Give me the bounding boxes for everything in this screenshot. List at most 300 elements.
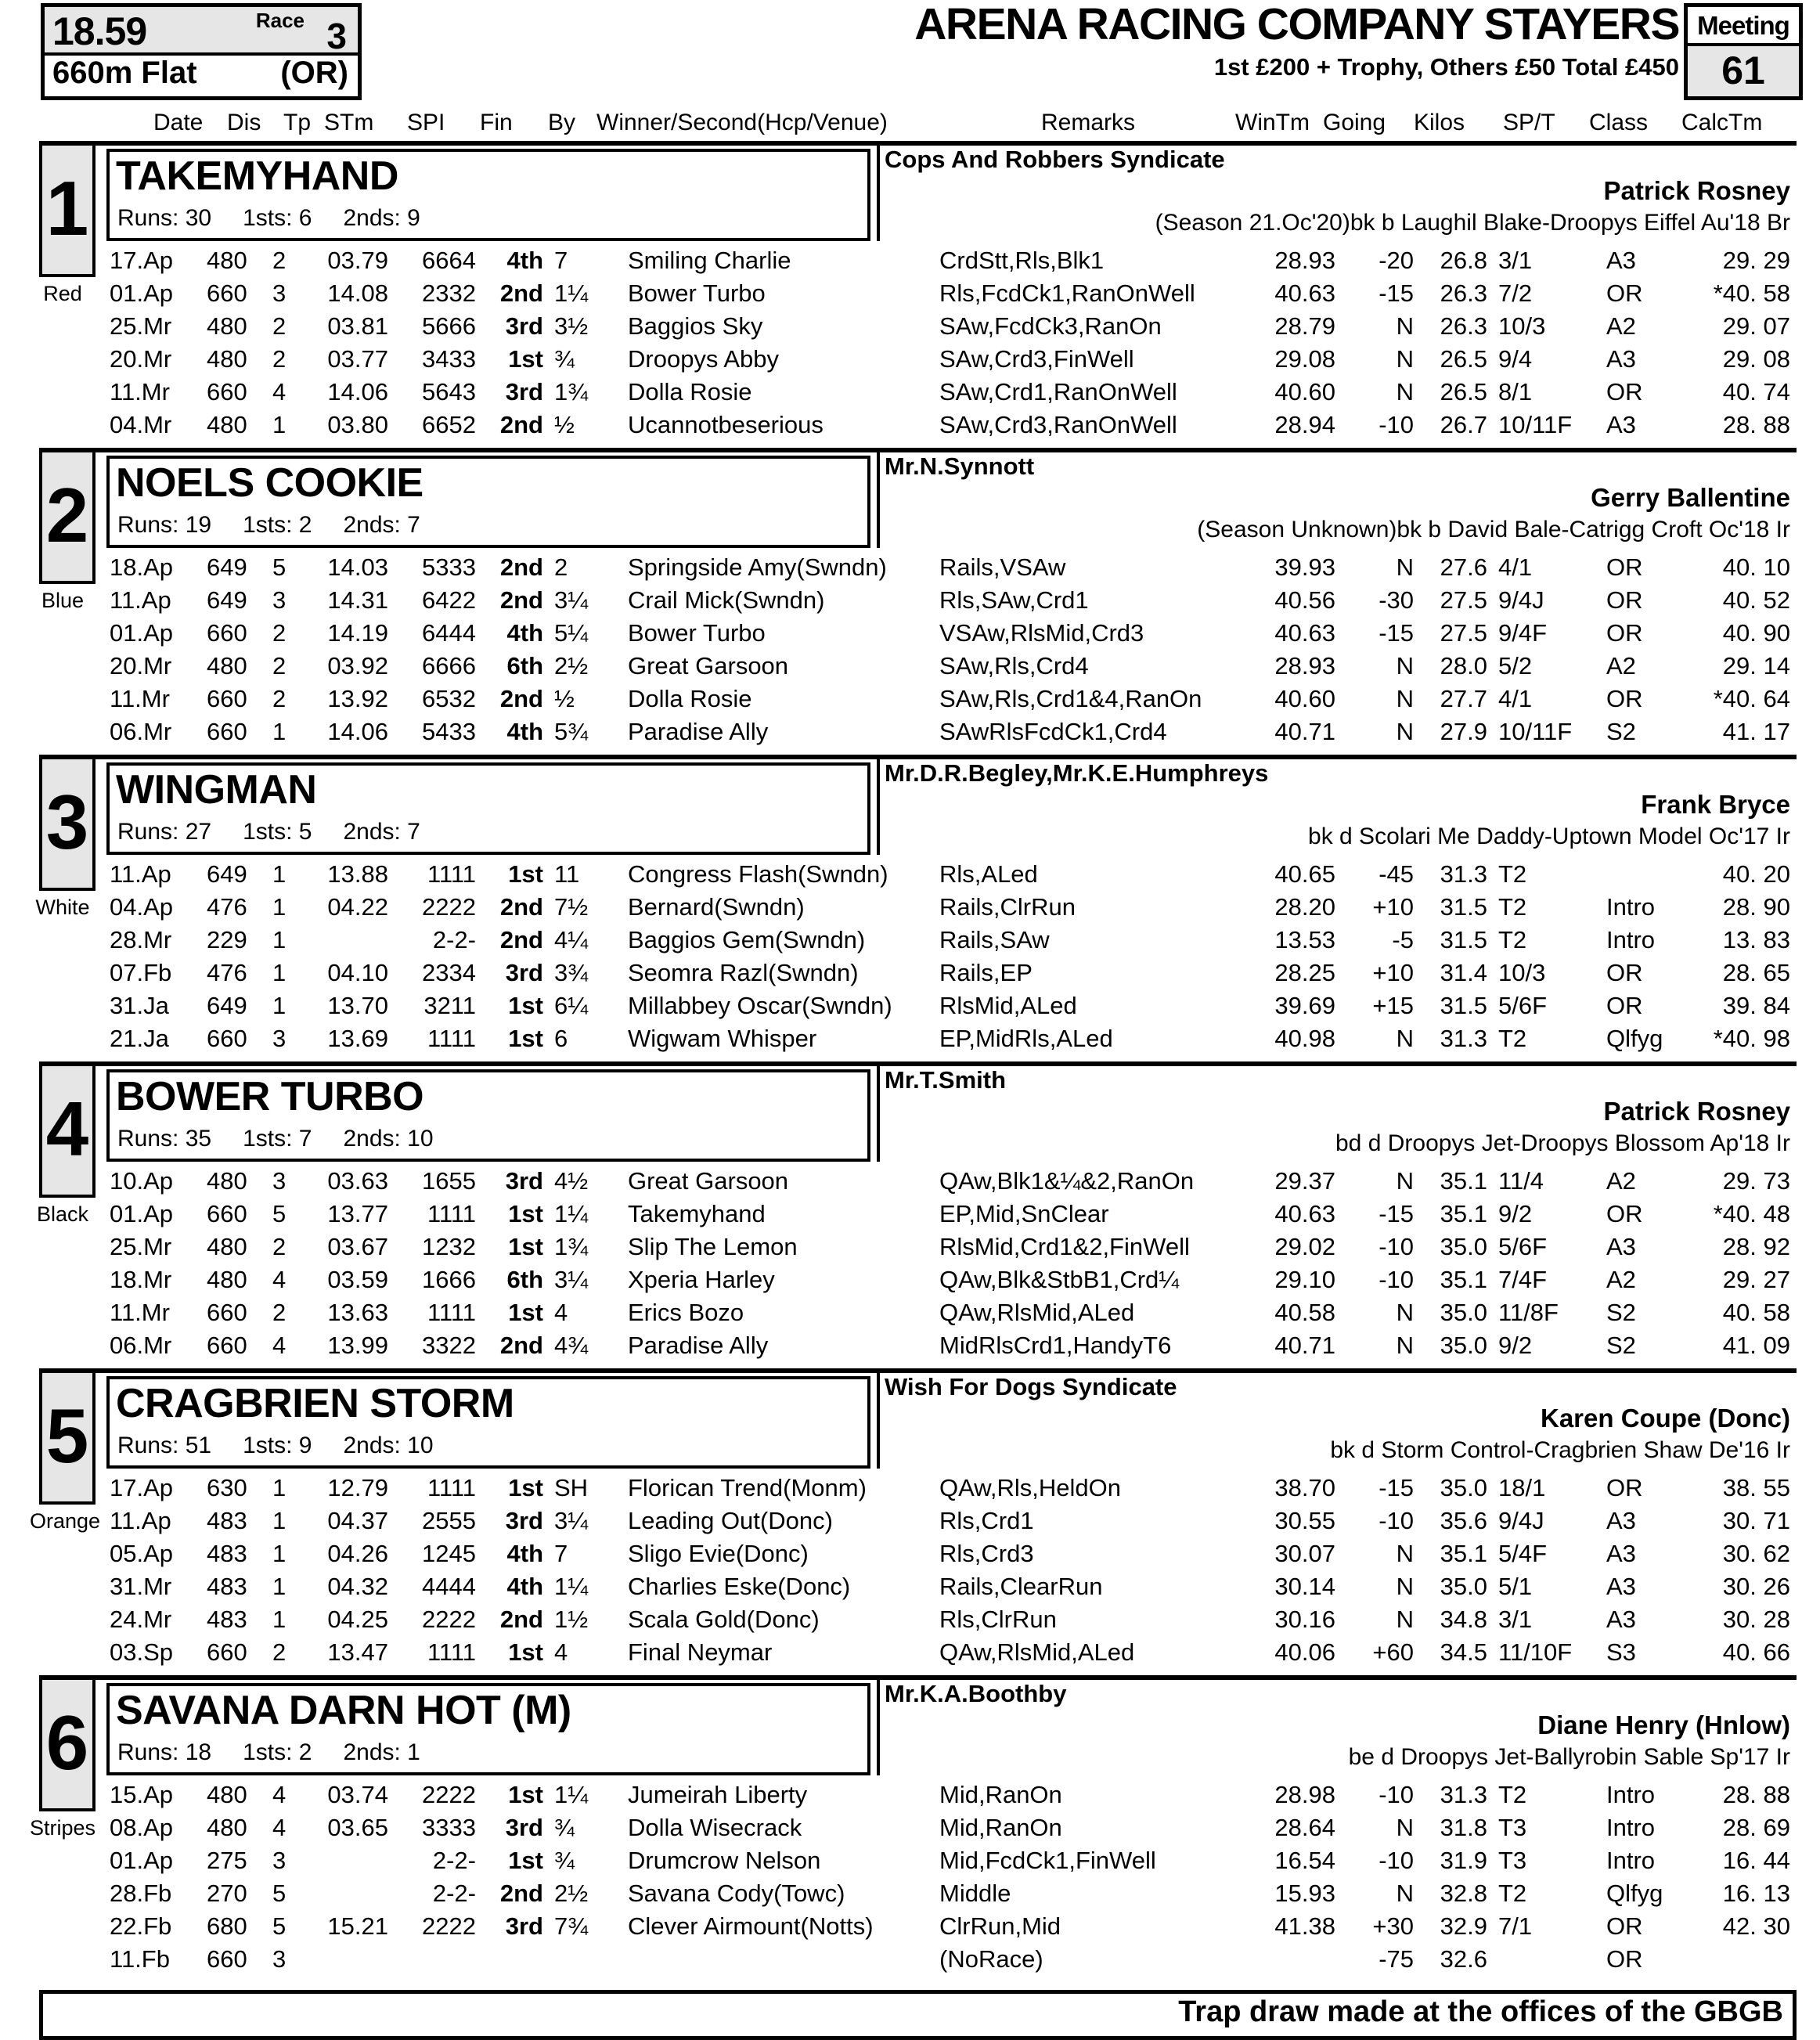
trap-colour: Stripes <box>30 1816 96 1840</box>
trap-number: 5 <box>39 1373 96 1505</box>
run-class: A2 <box>1606 1266 1636 1293</box>
run-class: Intro <box>1606 1781 1656 1808</box>
table-row[interactable] <box>106 924 1797 957</box>
run-finish: 3rd <box>505 1814 543 1841</box>
run-trap: 2 <box>272 1233 287 1260</box>
run-kilos: 26.5 <box>1440 345 1487 373</box>
run-spi: 5333 <box>422 553 476 581</box>
run-beaten-by: 4 <box>554 1638 568 1666</box>
run-trap: 2 <box>272 1638 287 1666</box>
run-wintime: 28.93 <box>1274 652 1335 679</box>
runs-table <box>106 551 1797 748</box>
trainer-name: Gerry Ballentine <box>1591 483 1790 512</box>
run-date: 20.Mr <box>110 652 172 679</box>
table-row[interactable] <box>106 891 1797 924</box>
run-finish: 2nd <box>499 411 543 438</box>
run-sectional: 04.25 <box>327 1606 388 1633</box>
run-trap: 2 <box>272 247 287 274</box>
run-remarks: SAw,FcdCk3,RanOn <box>939 312 1162 340</box>
run-sectional: 13.70 <box>327 992 388 1019</box>
run-remarks: QAw,RlsMid,ALed <box>939 1299 1135 1326</box>
run-winner-second: Florican Trend(Monm) <box>628 1474 867 1501</box>
run-beaten-by: SH <box>554 1474 589 1501</box>
run-finish: 2nd <box>499 553 543 581</box>
run-date: 05.Ap <box>110 1540 174 1567</box>
run-calctime: 41. 09 <box>1722 1332 1790 1359</box>
run-wintime: 30.07 <box>1274 1540 1335 1567</box>
table-row[interactable] <box>106 409 1797 442</box>
table-row[interactable] <box>106 1877 1797 1910</box>
run-date: 25.Mr <box>110 1233 172 1260</box>
run-winner-second: Ucannotbeserious <box>628 411 824 438</box>
race-info-top <box>45 7 358 56</box>
run-sectional: 04.26 <box>327 1540 388 1567</box>
trap-column <box>30 1373 101 1675</box>
race-distance: 660m Flat <box>52 56 197 90</box>
run-date: 20.Mr <box>110 345 172 373</box>
run-winner-second: Takemyhand <box>628 1200 766 1227</box>
table-row[interactable] <box>106 1844 1797 1877</box>
run-winner-second <box>618 1943 935 1976</box>
run-finish: 2nd <box>499 926 543 953</box>
run-distance: 480 <box>207 312 247 340</box>
trap-number: 1 <box>39 146 96 277</box>
run-kilos: 31.3 <box>1440 860 1487 888</box>
run-finish: 3rd <box>505 1167 543 1195</box>
run-date: 01.Ap <box>110 279 174 307</box>
run-beaten-by: 1¼ <box>554 1573 589 1600</box>
trap-column <box>30 1680 96 1982</box>
trap-colour: Black <box>36 1202 89 1226</box>
run-spi: 5433 <box>422 718 476 745</box>
run-sectional: 03.80 <box>327 411 388 438</box>
run-finish: 2nd <box>499 279 543 307</box>
trap-column <box>39 146 96 448</box>
run-going: -10 <box>1379 1266 1414 1293</box>
table-row[interactable] <box>106 1811 1797 1844</box>
run-trap: 1 <box>272 959 287 986</box>
run-going: N <box>1396 312 1414 340</box>
run-spi: 2-2- <box>432 1847 476 1874</box>
run-spi: 2334 <box>422 959 476 986</box>
run-sp: 9/4J <box>1498 1507 1544 1534</box>
run-finish: 1st <box>508 1233 543 1260</box>
run-sp: 7/2 <box>1498 279 1533 307</box>
meeting-box <box>1684 3 1803 100</box>
run-class: Intro <box>1606 1847 1656 1874</box>
run-spi: 2222 <box>422 1912 476 1940</box>
run-sp: 10/11F <box>1498 718 1573 745</box>
run-winner-second: Seomra Razl(Swndn) <box>628 959 859 986</box>
run-spi: 5643 <box>422 378 476 405</box>
run-remarks: SAw,Rls,Crd4 <box>939 652 1089 679</box>
run-finish: 2nd <box>499 893 543 921</box>
run-beaten-by: 7½ <box>554 893 589 921</box>
run-date: 18.Ap <box>110 553 174 581</box>
run-date: 15.Ap <box>110 1781 174 1808</box>
run-spi: 6422 <box>422 586 476 614</box>
run-calctime: 40. 58 <box>1722 1299 1790 1326</box>
run-winner-second: Crail Mick(Swndn) <box>628 586 825 614</box>
run-wintime: 28.64 <box>1274 1814 1335 1841</box>
table-row[interactable] <box>106 277 1797 310</box>
run-going: -15 <box>1379 619 1414 647</box>
run-going: N <box>1396 1814 1414 1841</box>
run-going: +60 <box>1372 1638 1414 1666</box>
table-row[interactable] <box>106 1570 1797 1603</box>
runner-name-box[interactable] <box>106 149 870 241</box>
runner-stats <box>110 1735 867 1771</box>
run-wintime: 15.93 <box>1274 1880 1335 1907</box>
table-row[interactable] <box>106 1263 1797 1296</box>
runs-table <box>106 858 1797 1055</box>
run-going: N <box>1396 1606 1414 1633</box>
run-distance: 483 <box>207 1573 247 1600</box>
owner-name: Mr.N.Synnott <box>885 452 1035 480</box>
column-header-stm: STm <box>324 110 374 135</box>
table-row[interactable] <box>106 650 1797 683</box>
firsts-count: 1sts: 2 <box>243 512 312 538</box>
run-distance: 660 <box>207 1332 247 1359</box>
run-sp: T3 <box>1498 1814 1527 1841</box>
run-going: -15 <box>1379 1474 1414 1501</box>
runner-body <box>30 1680 1797 1982</box>
table-row[interactable] <box>106 1537 1797 1570</box>
runner-name: SAVANA DARN HOT (M) <box>116 1688 571 1733</box>
table-row[interactable] <box>106 310 1797 343</box>
run-beaten-by: 4½ <box>554 1167 589 1195</box>
run-distance: 480 <box>207 247 247 274</box>
run-distance: 480 <box>207 1814 247 1841</box>
run-class: OR <box>1606 279 1643 307</box>
run-remarks: Mid,RanOn <box>939 1814 1062 1841</box>
trainer-name: Patrick Rosney <box>1603 176 1790 205</box>
table-row[interactable] <box>106 1296 1797 1329</box>
runs-table <box>106 1472 1797 1669</box>
run-winner-second: Leading Out(Donc) <box>628 1507 833 1534</box>
run-remarks: Rls,Crd1 <box>939 1507 1034 1534</box>
run-kilos: 35.1 <box>1440 1200 1487 1227</box>
run-sp: 11/10F <box>1498 1638 1573 1666</box>
race-label: Race <box>255 9 305 32</box>
run-kilos: 34.8 <box>1440 1606 1487 1633</box>
run-class: OR <box>1606 378 1643 405</box>
run-wintime: 28.94 <box>1274 411 1335 438</box>
run-sectional <box>304 1844 388 1877</box>
run-calctime: 29. 27 <box>1722 1266 1790 1293</box>
table-row[interactable] <box>106 715 1797 748</box>
table-row[interactable] <box>106 617 1797 650</box>
runner-name-box[interactable] <box>106 762 870 855</box>
run-calctime <box>1685 1943 1797 1976</box>
run-finish: 1st <box>508 1200 543 1227</box>
trap-column <box>39 452 96 755</box>
run-class: A3 <box>1606 247 1636 274</box>
run-finish: 1st <box>508 1847 543 1874</box>
run-going: N <box>1396 718 1414 745</box>
owner-name: Wish For Dogs Syndicate <box>885 1373 1177 1400</box>
run-date: 17.Ap <box>110 247 174 274</box>
owner-name: Mr.K.A.Boothby <box>885 1680 1067 1707</box>
prize-money: 1st £200 + Trophy, Others £50 Total £450 <box>1213 53 1679 81</box>
breeding-info: be d Droopys Jet-Ballyrobin Sable Sp'17 Ir <box>1348 1744 1790 1770</box>
run-winner-second: Great Garsoon <box>628 1167 789 1195</box>
owner-trainer-block <box>877 1680 1797 1775</box>
runner-name-box[interactable] <box>106 1376 870 1469</box>
runner-block <box>39 448 1797 755</box>
run-remarks: ClrRun,Mid <box>939 1912 1061 1940</box>
runner-name: CRAGBRIEN STORM <box>116 1381 514 1426</box>
runner-stats <box>110 1428 867 1464</box>
owner-trainer-block <box>877 1066 1797 1162</box>
run-class: OR <box>1606 1912 1643 1940</box>
table-row[interactable] <box>106 1636 1797 1669</box>
run-sectional: 14.06 <box>327 718 388 745</box>
seconds-count: 2nds: 1 <box>343 1739 420 1765</box>
run-kilos: 32.8 <box>1440 1880 1487 1907</box>
run-class: OR <box>1606 553 1643 581</box>
run-beaten-by: 4¾ <box>554 1332 589 1359</box>
run-wintime: 28.79 <box>1274 312 1335 340</box>
run-beaten-by: 3¼ <box>554 1507 589 1534</box>
run-remarks: MidRlsCrd1,HandyT6 <box>939 1332 1172 1359</box>
seconds-count: 2nds: 10 <box>343 1433 434 1458</box>
run-kilos: 27.7 <box>1440 685 1487 712</box>
run-calctime: 30. 28 <box>1722 1606 1790 1633</box>
run-calctime: 30. 62 <box>1722 1540 1790 1567</box>
run-going: N <box>1396 345 1414 373</box>
run-remarks: QAw,Rls,HeldOn <box>939 1474 1122 1501</box>
run-sp: 9/4J <box>1498 586 1544 614</box>
run-remarks: Rails,ClearRun <box>939 1573 1103 1600</box>
run-finish: 3rd <box>505 1507 543 1534</box>
run-distance: 649 <box>207 586 247 614</box>
run-distance: 275 <box>207 1847 247 1874</box>
run-sectional <box>304 1943 388 1976</box>
run-winner-second: Dolla Rosie <box>628 378 752 405</box>
run-beaten-by: ¾ <box>554 1814 575 1841</box>
run-kilos: 35.0 <box>1440 1474 1487 1501</box>
race-info-box <box>41 3 362 100</box>
runner-block <box>39 141 1797 448</box>
runner-name-box[interactable] <box>106 1069 870 1162</box>
run-date: 17.Ap <box>110 1474 174 1501</box>
run-distance: 660 <box>207 619 247 647</box>
breeding-info: (Season Unknown)bk b David Bale-Catrigg Croft Oc'18 Ir <box>1197 517 1790 542</box>
column-header-remarks: Remarks <box>1041 110 1136 135</box>
run-sectional: 13.88 <box>327 860 388 888</box>
run-spi: 3333 <box>422 1814 476 1841</box>
run-sp: 10/11F <box>1498 411 1573 438</box>
runner-name-box[interactable] <box>106 456 870 548</box>
run-remarks: SAw,Crd3,FinWell <box>939 345 1134 373</box>
run-distance: 476 <box>207 893 247 921</box>
run-sp: 10/3 <box>1498 312 1546 340</box>
run-winner-second: Sligo Evie(Donc) <box>628 1540 809 1567</box>
run-going: -10 <box>1379 1847 1414 1874</box>
run-distance: 680 <box>207 1912 247 1940</box>
runs-count: Runs: 35 <box>117 1126 212 1152</box>
run-spi: 1111 <box>427 1025 476 1052</box>
table-row[interactable] <box>106 1198 1797 1231</box>
table-row[interactable] <box>106 1329 1797 1362</box>
run-winner-second: Dolla Rosie <box>628 685 752 712</box>
run-trap: 1 <box>272 893 287 921</box>
meeting-label: Meeting <box>1688 7 1799 46</box>
table-row[interactable] <box>106 1603 1797 1636</box>
run-class: Intro <box>1606 926 1656 953</box>
owner-name: Mr.T.Smith <box>885 1066 1007 1094</box>
run-calctime: 28. 88 <box>1722 1781 1790 1808</box>
run-sectional: 03.65 <box>327 1814 388 1841</box>
run-winner-second: Jumeirah Liberty <box>628 1781 808 1808</box>
runner-stats <box>110 1121 867 1157</box>
run-calctime: 40. 66 <box>1722 1638 1790 1666</box>
run-remarks: Rls,Crd3 <box>939 1540 1034 1567</box>
trap-number: 3 <box>39 759 96 891</box>
run-calctime: 40. 74 <box>1722 378 1790 405</box>
run-winner-second: Savana Cody(Towc) <box>628 1880 845 1907</box>
run-going: +10 <box>1372 959 1414 986</box>
run-beaten-by: 4¼ <box>554 926 589 953</box>
run-beaten-by: 1¾ <box>554 378 589 405</box>
run-sp: 9/2 <box>1498 1332 1533 1359</box>
run-going: N <box>1396 1025 1414 1052</box>
run-class: OR <box>1606 1474 1643 1501</box>
table-row[interactable] <box>106 244 1797 277</box>
run-sectional: 03.63 <box>327 1167 388 1195</box>
run-sectional: 15.21 <box>327 1912 388 1940</box>
run-distance: 660 <box>207 1200 247 1227</box>
run-kilos: 35.0 <box>1440 1332 1487 1359</box>
run-sectional: 03.74 <box>327 1781 388 1808</box>
run-calctime: 38. 55 <box>1722 1474 1790 1501</box>
runs-count: Runs: 51 <box>117 1433 212 1458</box>
run-kilos: 27.5 <box>1440 619 1487 647</box>
runner-name-box[interactable] <box>106 1683 870 1775</box>
table-row[interactable] <box>106 1165 1797 1198</box>
runs-table <box>106 1165 1797 1362</box>
table-row[interactable] <box>106 1022 1797 1055</box>
run-going: N <box>1396 1880 1414 1907</box>
table-row[interactable] <box>106 343 1797 376</box>
table-row[interactable] <box>106 1231 1797 1263</box>
run-class: A2 <box>1606 312 1636 340</box>
run-date: 31.Ja <box>110 992 169 1019</box>
runner-stats <box>110 200 867 236</box>
run-wintime: 40.58 <box>1274 1299 1335 1326</box>
run-wintime: 28.20 <box>1274 893 1335 921</box>
run-trap: 4 <box>272 378 287 405</box>
run-spi: 1111 <box>427 1299 476 1326</box>
run-going: N <box>1396 378 1414 405</box>
run-beaten-by: 6 <box>554 1025 568 1052</box>
run-class: A3 <box>1606 411 1636 438</box>
run-remarks: Middle <box>939 1880 1011 1907</box>
run-winner-second: Congress Flash(Swndn) <box>628 860 888 888</box>
table-row[interactable] <box>106 1472 1797 1505</box>
run-trap: 2 <box>272 652 287 679</box>
run-going: N <box>1396 1540 1414 1567</box>
run-class: A3 <box>1606 1540 1636 1567</box>
run-beaten-by: 5¼ <box>554 619 589 647</box>
table-row[interactable] <box>106 551 1797 584</box>
run-remarks: QAw,Blk1&¼&2,RanOn <box>939 1167 1195 1195</box>
run-calctime: *40. 48 <box>1713 1200 1790 1227</box>
runs-count: Runs: 19 <box>117 512 212 538</box>
table-row[interactable] <box>106 989 1797 1022</box>
run-class: OR <box>1606 1945 1643 1973</box>
table-row[interactable] <box>106 584 1797 617</box>
runs-count: Runs: 18 <box>117 1739 212 1765</box>
run-distance: 229 <box>207 926 247 953</box>
run-remarks: RlsMid,ALed <box>939 992 1077 1019</box>
run-remarks: Rls,SAw,Crd1 <box>939 586 1089 614</box>
run-kilos: 32.6 <box>1440 1945 1487 1973</box>
run-winner-second: Millabbey Oscar(Swndn) <box>628 992 892 1019</box>
run-winner-second: Springside Amy(Swndn) <box>628 553 887 581</box>
run-finish: 1st <box>508 1474 543 1501</box>
run-winner-second: Final Neymar <box>628 1638 773 1666</box>
run-calctime: 28. 92 <box>1722 1233 1790 1260</box>
firsts-count: 1sts: 5 <box>243 819 312 845</box>
table-row[interactable] <box>106 858 1797 891</box>
run-going: -10 <box>1379 1781 1414 1808</box>
run-spi: 2-2- <box>432 1880 476 1907</box>
table-row[interactable] <box>106 1505 1797 1537</box>
table-row[interactable] <box>106 1910 1797 1943</box>
run-sectional: 14.08 <box>327 279 388 307</box>
run-going: N <box>1396 1573 1414 1600</box>
run-sectional: 13.47 <box>327 1638 388 1666</box>
run-spi: 2222 <box>422 1606 476 1633</box>
runner-block <box>35 755 1797 1061</box>
run-winner-second: Droopys Abby <box>628 345 779 373</box>
run-sectional: 14.19 <box>327 619 388 647</box>
owner-trainer-block <box>877 759 1797 855</box>
run-kilos: 35.6 <box>1440 1507 1487 1534</box>
run-spi: 6666 <box>422 652 476 679</box>
table-row[interactable] <box>106 957 1797 989</box>
table-row[interactable] <box>106 1943 1797 1976</box>
footer-box <box>39 1990 1797 2040</box>
table-row[interactable] <box>106 1779 1797 1811</box>
run-kilos: 31.5 <box>1440 926 1487 953</box>
trap-number: 6 <box>39 1680 96 1811</box>
table-row[interactable] <box>106 376 1797 409</box>
run-class: A3 <box>1606 1606 1636 1633</box>
run-wintime: 40.63 <box>1274 619 1335 647</box>
run-going: -10 <box>1379 1233 1414 1260</box>
column-header-dis: Dis <box>227 110 261 135</box>
run-class: Qlfyg <box>1606 1880 1663 1907</box>
run-trap: 2 <box>272 619 287 647</box>
run-sp: T2 <box>1498 860 1527 888</box>
run-wintime <box>1226 1943 1335 1976</box>
run-finish: 4th <box>506 718 543 745</box>
run-sp: 3/1 <box>1498 247 1533 274</box>
run-sp: 10/3 <box>1498 959 1546 986</box>
run-distance: 649 <box>207 553 247 581</box>
run-spi: 1111 <box>427 1638 476 1666</box>
run-sp: 9/2 <box>1498 1200 1533 1227</box>
column-headers <box>0 110 1820 141</box>
run-trap: 3 <box>272 1025 287 1052</box>
table-row[interactable] <box>106 683 1797 715</box>
run-beaten-by: 3¾ <box>554 959 589 986</box>
owner-name: Cops And Robbers Syndicate <box>885 146 1225 173</box>
trainer-name: Patrick Rosney <box>1603 1097 1790 1126</box>
